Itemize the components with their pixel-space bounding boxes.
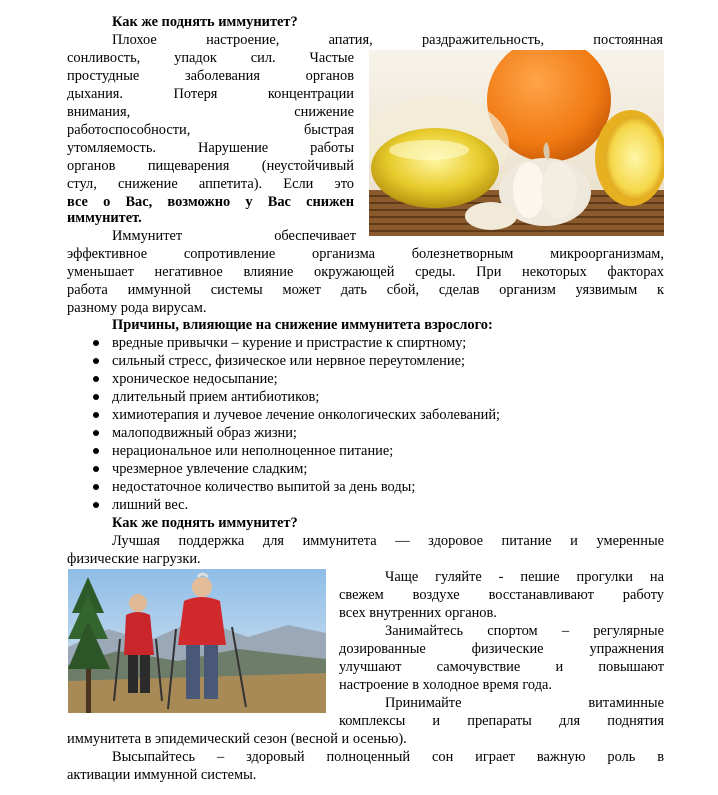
intro-line-emphasis: все о Вас, возможно у Вас снижен bbox=[67, 194, 354, 210]
bullet-icon bbox=[93, 484, 99, 490]
sport-line: настроение в холодное время года. bbox=[339, 677, 552, 693]
cause-item: химиотерапия и лучевое лечение онкологических заболеваний; bbox=[112, 407, 501, 423]
support-line: Лучшая поддержка для иммунитета — здоровое питание и умеренные bbox=[112, 533, 664, 549]
vitamin-line: Принимайте витаминные bbox=[385, 695, 664, 711]
intro-line: простудные заболевания органов bbox=[67, 68, 354, 84]
hikers-photo bbox=[68, 569, 326, 713]
intro-line: работоспособности, быстрая bbox=[67, 122, 354, 138]
food-photo-illustration bbox=[369, 50, 664, 236]
bullet-icon bbox=[93, 358, 99, 364]
food-photo-oil-orange-garlic bbox=[369, 50, 664, 236]
sport-line: Занимайтесь спортом – регулярные bbox=[385, 623, 664, 639]
cause-item: вредные привычки – курение и пристрастие к спиртному; bbox=[112, 335, 467, 351]
immunity-line: Иммунитет обеспечивает bbox=[112, 228, 356, 244]
immunity-line: работа иммунной системы может дать сбой, сделав организм уязвимым к bbox=[67, 282, 664, 298]
immunity-line: разному рода вирусам. bbox=[67, 300, 207, 316]
cause-item: длительный прием антибиотиков; bbox=[112, 389, 320, 405]
cause-item: сильный стресс, физическое или нервное переутомление; bbox=[112, 353, 465, 369]
intro-line-emphasis: иммунитет. bbox=[67, 210, 142, 226]
vitamin-line: комплексы и препараты для поднятия bbox=[339, 713, 664, 729]
bullet-icon bbox=[93, 466, 99, 472]
intro-line: утомляемость. Нарушение работы bbox=[67, 140, 354, 156]
intro-line: Плохое настроение, апатия, раздражительность, постоянная bbox=[112, 32, 663, 48]
causes-heading: Причины, влияющие на снижение иммунитета взрослого: bbox=[112, 317, 493, 333]
walk-line: свежем воздухе восстанавливают работу bbox=[339, 587, 664, 603]
heading-how-to-raise-immunity-2: Как же поднять иммунитет? bbox=[112, 515, 298, 531]
intro-line: сонливость, упадок сил. Частые bbox=[67, 50, 354, 66]
sport-line: дозированные физические упражнения bbox=[339, 641, 664, 657]
bullet-icon bbox=[93, 430, 99, 436]
support-line: физические нагрузки. bbox=[67, 551, 201, 567]
walk-line: Чаще гуляйте - пешие прогулки на bbox=[385, 569, 664, 585]
walk-line: всех внутренних органов. bbox=[339, 605, 497, 621]
bullet-icon bbox=[93, 394, 99, 400]
intro-line: органов пищеварения (неустойчивый bbox=[67, 158, 354, 174]
sleep-line: Высыпайтесь – здоровый полноценный сон играет важную роль в bbox=[112, 749, 664, 765]
intro-line: внимания, снижение bbox=[67, 104, 354, 120]
bullet-icon bbox=[93, 448, 99, 454]
cause-item: лишний вес. bbox=[112, 497, 189, 513]
vitamin-line: иммунитета в эпидемический сезон (весной и осенью). bbox=[67, 731, 407, 747]
intro-line: дыхания. Потеря концентрации bbox=[67, 86, 354, 102]
cause-item: малоподвижный образ жизни; bbox=[112, 425, 297, 441]
sleep-line: активации иммунной системы. bbox=[67, 767, 257, 783]
bullet-icon bbox=[93, 376, 99, 382]
intro-line: стул, снижение аппетита). Если это bbox=[67, 176, 354, 192]
cause-item: чрезмерное увлечение сладким; bbox=[112, 461, 308, 477]
immunity-line: уменьшает негативное влияние окружающей среды. При некоторых факторах bbox=[67, 264, 664, 280]
bullet-icon bbox=[93, 502, 99, 508]
cause-item: нерациональное или неполноценное питание; bbox=[112, 443, 394, 459]
bullet-icon bbox=[93, 412, 99, 418]
sport-line: улучшают самочувствие и повышают bbox=[339, 659, 664, 675]
cause-item: хроническое недосыпание; bbox=[112, 371, 278, 387]
bullet-icon bbox=[93, 340, 99, 346]
immunity-line: эффективное сопротивление организма болезнетворным микроорганизмам, bbox=[67, 246, 664, 262]
heading-how-to-raise-immunity: Как же поднять иммунитет? bbox=[112, 14, 298, 30]
cause-item: недостаточное количество выпитой за день воды; bbox=[112, 479, 416, 495]
hikers-illustration bbox=[68, 569, 326, 713]
